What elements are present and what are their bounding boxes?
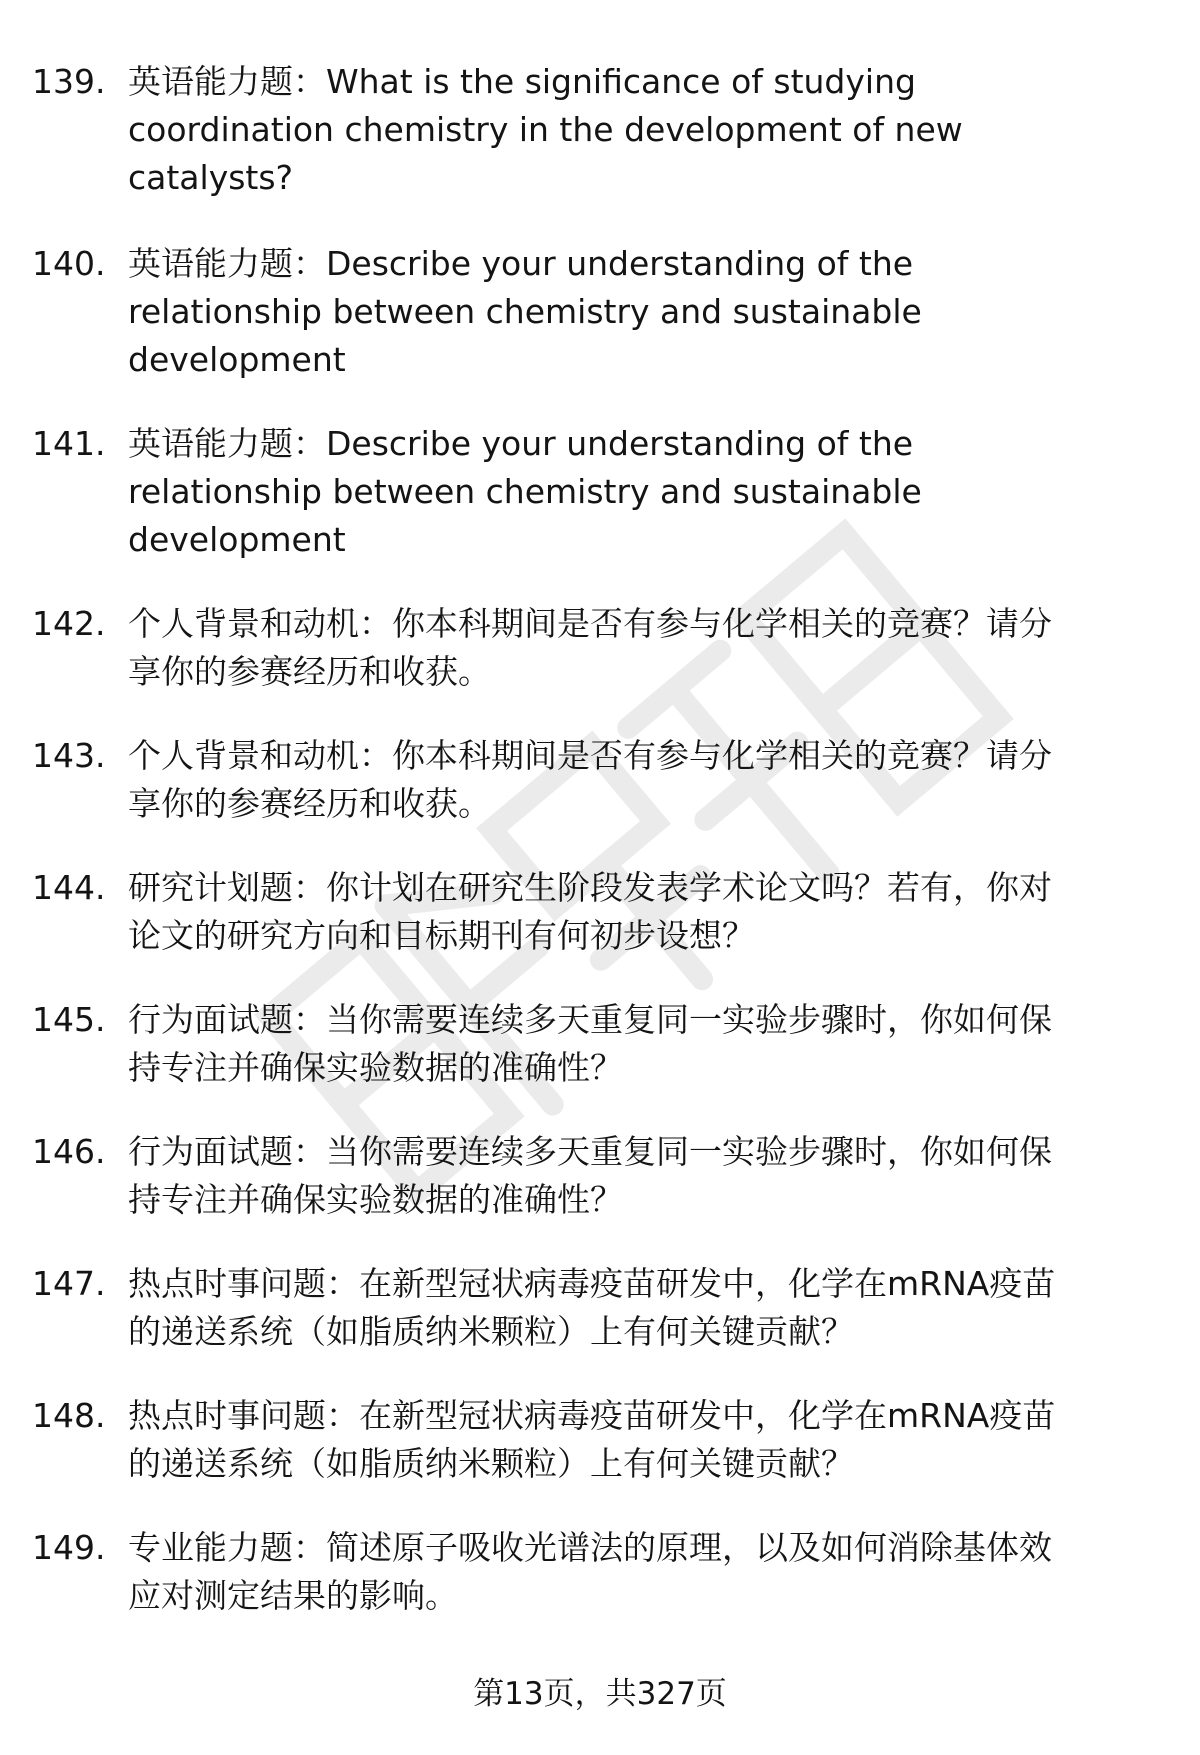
question-text: [128, 732, 1178, 828]
question-number: 140.: [32, 244, 106, 283]
question-line: 英语能力题：Describe your understanding of the: [128, 244, 914, 283]
question-line: development: [128, 520, 346, 559]
question-text: [128, 58, 1178, 202]
question-line: 享你的参赛经历和收获。: [128, 784, 491, 823]
question-number: 145.: [32, 1000, 106, 1039]
question-number: 143.: [32, 736, 106, 775]
question-line: 研究计划题：你计划在研究生阶段发表学术论文吗？若有，你对: [128, 868, 1052, 907]
question-text: [128, 996, 1178, 1092]
question-line: 个人背景和动机：你本科期间是否有参与化学相关的竞赛？请分: [128, 736, 1052, 775]
question-line: 英语能力题：Describe your understanding of the: [128, 424, 914, 463]
question-line: 行为面试题：当你需要连续多天重复同一实验步骤时，你如何保: [128, 1132, 1052, 1171]
question-line: 论文的研究方向和目标期刊有何初步设想？: [128, 916, 755, 955]
question-text: [128, 240, 1178, 384]
question-line: 的递送系统（如脂质纳米颗粒）上有何关键贡献？: [128, 1444, 854, 1483]
question-text: [128, 600, 1178, 696]
question-line: 的递送系统（如脂质纳米颗粒）上有何关键贡献？: [128, 1312, 854, 1351]
question-number: 141.: [32, 424, 106, 463]
question-text: [128, 1260, 1178, 1356]
question-text: [128, 1128, 1178, 1224]
question-line: 个人背景和动机：你本科期间是否有参与化学相关的竞赛？请分: [128, 604, 1052, 643]
page-footer: [0, 1672, 1200, 1716]
question-text: [128, 420, 1178, 564]
question-number: 149.: [32, 1528, 106, 1567]
question-line: 热点时事问题：在新型冠状病毒疫苗研发中，化学在mRNA疫苗: [128, 1264, 1056, 1303]
question-line: catalysts?: [128, 158, 294, 197]
question-line: 持专注并确保实验数据的准确性？: [128, 1180, 623, 1219]
question-text: [128, 1524, 1178, 1620]
question-number: 147.: [32, 1264, 106, 1303]
page-number-label: 第13页，共327页: [473, 1676, 727, 1712]
question-line: 专业能力题：简述原子吸收光谱法的原理，以及如何消除基体效: [128, 1528, 1052, 1567]
question-number: 146.: [32, 1132, 106, 1171]
question-line: 享你的参赛经历和收获。: [128, 652, 491, 691]
question-number: 139.: [32, 62, 106, 101]
question-number: 144.: [32, 868, 106, 907]
question-line: relationship between chemistry and sustainable: [128, 292, 922, 331]
question-line: 热点时事问题：在新型冠状病毒疫苗研发中，化学在mRNA疫苗: [128, 1396, 1056, 1435]
question-line: 应对测定结果的影响。: [128, 1576, 458, 1615]
question-line: 英语能力题：What is the significance of studying: [128, 62, 916, 101]
question-number: 148.: [32, 1396, 106, 1435]
question-line: 行为面试题：当你需要连续多天重复同一实验步骤时，你如何保: [128, 1000, 1052, 1039]
question-text: [128, 1392, 1178, 1488]
question-number: 142.: [32, 604, 106, 643]
question-text: [128, 864, 1178, 960]
question-line: development: [128, 340, 346, 379]
question-line: coordination chemistry in the development of new: [128, 110, 963, 149]
question-line: relationship between chemistry and sustainable: [128, 472, 922, 511]
question-line: 持专注并确保实验数据的准确性？: [128, 1048, 623, 1087]
